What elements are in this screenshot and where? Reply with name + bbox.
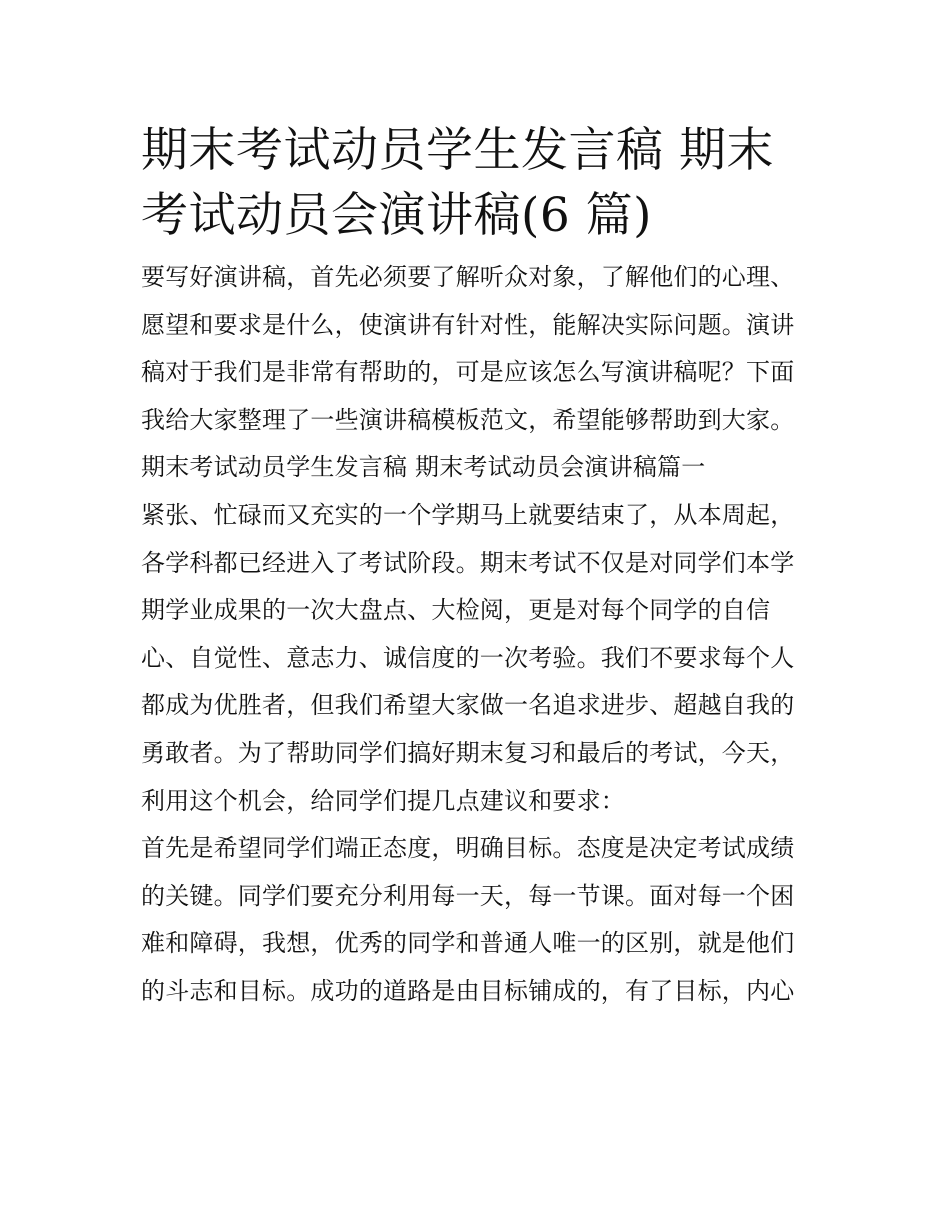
body-line: 的关键。同学们要充分利用每一天，每一节课。面对每一个困	[141, 881, 795, 910]
title-line: 考试动员会演讲稿(6 篇)	[141, 188, 653, 243]
document-body	[141, 254, 821, 1016]
section-heading: 期末考试动员学生发言稿 期末考试动员会演讲稿篇一	[141, 453, 706, 482]
body-line: 心、自觉性、意志力、诚信度的一次考验。我们不要求每个人	[141, 643, 795, 672]
body-line: 紧张、忙碌而又充实的一个学期马上就要结束了，从本周起，	[141, 500, 795, 529]
body-line: 稿对于我们是非常有帮助的，可是应该怎么写演讲稿呢？下面	[141, 358, 795, 387]
body-line: 期学业成果的一次大盘点、大检阅，更是对每个同学的自信	[141, 596, 771, 625]
body-line: 愿望和要求是什么，使演讲有针对性，能解决实际问题。演讲	[141, 310, 795, 339]
body-line: 我给大家整理了一些演讲稿模板范文，希望能够帮助到大家。	[141, 405, 795, 434]
body-line: 都成为优胜者，但我们希望大家做一名追求进步、超越自我的	[141, 691, 795, 720]
body-line: 的斗志和目标。成功的道路是由目标铺成的，有了目标，内心	[141, 976, 795, 1005]
body-line: 首先是希望同学们端正态度，明确目标。态度是决定考试成绩	[141, 834, 795, 863]
body-line: 利用这个机会，给同学们提几点建议和要求：	[141, 786, 625, 815]
body-line: 勇敢者。为了帮助同学们搞好期末复习和最后的考试，今天，	[141, 738, 795, 767]
body-line: 要写好演讲稿，首先必须要了解听众对象，了解他们的心理、	[141, 263, 795, 291]
document-title	[141, 118, 821, 248]
document-content	[141, 118, 821, 1016]
title-line: 期末考试动员学生发言稿 期末	[141, 123, 774, 178]
body-line: 难和障碍，我想，优秀的同学和普通人唯一的区别，就是他们	[141, 929, 795, 958]
body-line: 各学科都已经进入了考试阶段。期末考试不仅是对同学们本学	[141, 548, 795, 577]
